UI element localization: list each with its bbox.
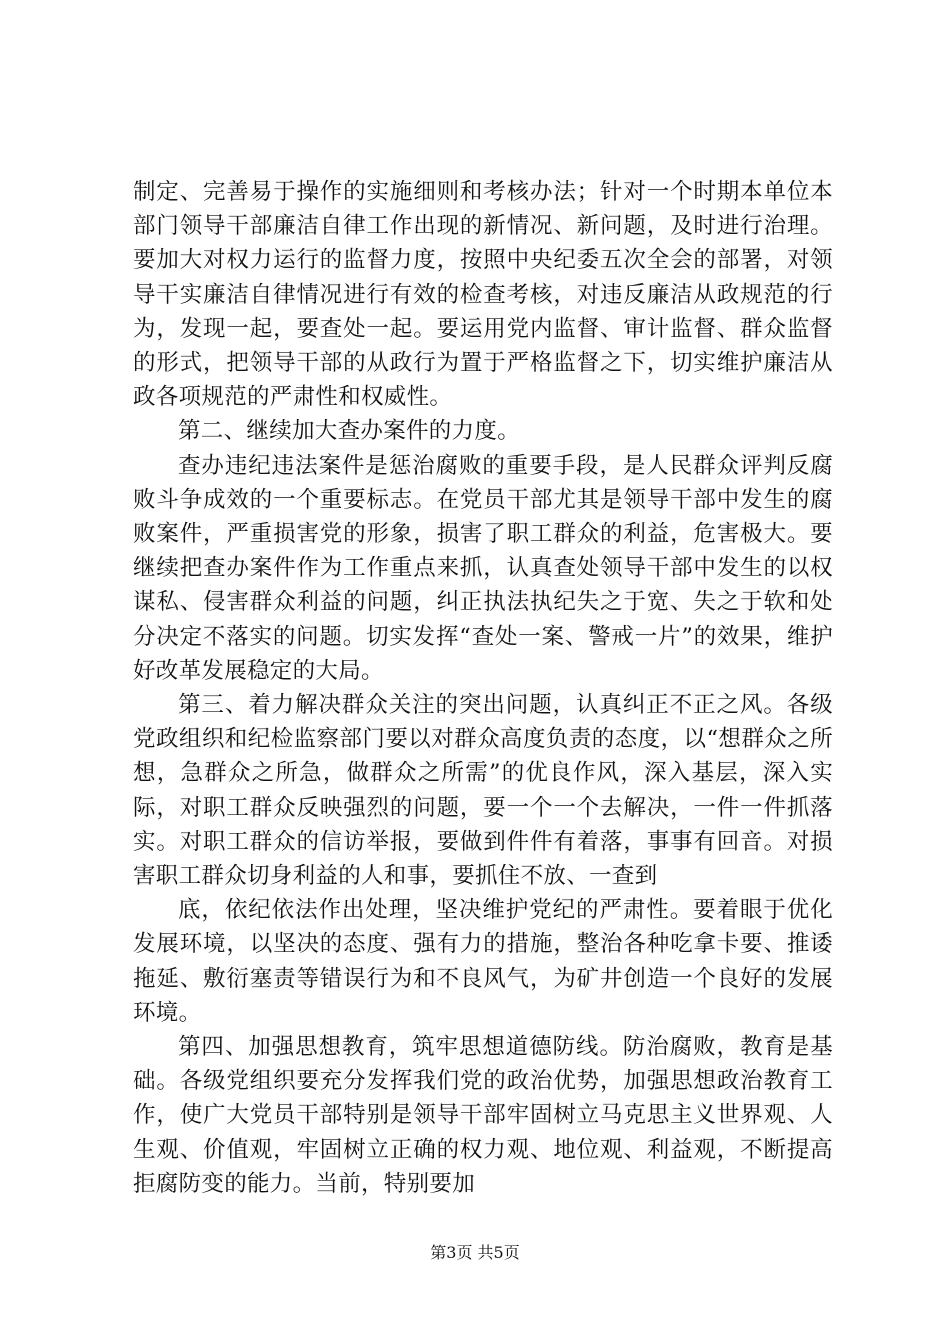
document-body — [133, 175, 833, 1201]
paragraph-2: 第二、继续加大查办案件的力度。 — [178, 418, 521, 445]
paragraph-3: 查办违纪违法案件是惩治腐败的重要手段，是人民群众评判反腐败斗争成效的一个重要标志。在党员干部尤其是领导干部中发生的腐败案件，严重损害党的形象，损害了职工群众的利益，危害极大。要继续把查办案件作为工作重点来抓，认真查处领导干部中发生的以权谋私、侵害群众利益的问题，纠正执法执纪失之于宽、失之于软和处分决定不落实的问题。切实发挥“查处一案、警戒一片”的效果，维护好改革发展稳定的大局。 — [133, 452, 833, 684]
page-number-footer: 第3页 共5页 — [430, 1243, 520, 1262]
paragraph-1: 制定、完善易于操作的实施细则和考核办法；针对一个时期本单位本部门领导干部廉洁自律工作出现的新情况、新问题，及时进行治理。要加大对权力运行的监督力度，按照中央纪委五次全会的部署，对领导干实廉洁自律情况进行有效的检查考核，对违反廉洁从政规范的行为，发现一起，要查处一起。要运用党内监督、审计监督、群众监督的形式，把领导干部的从政行为置于严格监督之下，切实维护廉洁从政各项规范的严肃性和权威性。 — [133, 179, 833, 411]
paragraph-4: 第三、着力解决群众关注的突出问题，认真纠正不正之风。各级党政组织和纪检监察部门要以对群众高度负责的态度，以“想群众之所想，急群众之所急，做群众之所需”的优良作风，深入基层，深入实际，对职工群众反映强烈的问题，要一个一个去解决，一件一件抓落实。对职工群众的信访举报，要做到件件有着落，事事有回音。对损害职工群众切身利益的人和事，要抓住不放、一查到 — [133, 692, 833, 890]
paragraph-5: 底，依纪依法作出处理，坚决维护党纪的严肃性。要着眼于优化发展环境，以坚决的态度、强有力的措施，整治各种吃拿卡要、推诿拖延、敷衍塞责等错误行为和不良风气，为矿井创造一个良好的发展环境。 — [133, 897, 833, 1026]
paragraph-6: 第四、加强思想教育，筑牢思想道德防线。防治腐败，教育是基础。各级党组织要充分发挥我们党的政治优势，加强思想政治教育工作，使广大党员干部特别是领导干部牢固树立马克思主义世界观、人生观、价值观，牢固树立正确的权力观、地位观、利益观，不断提高拒腐防变的能力。当前，特别要加 — [133, 1034, 833, 1197]
